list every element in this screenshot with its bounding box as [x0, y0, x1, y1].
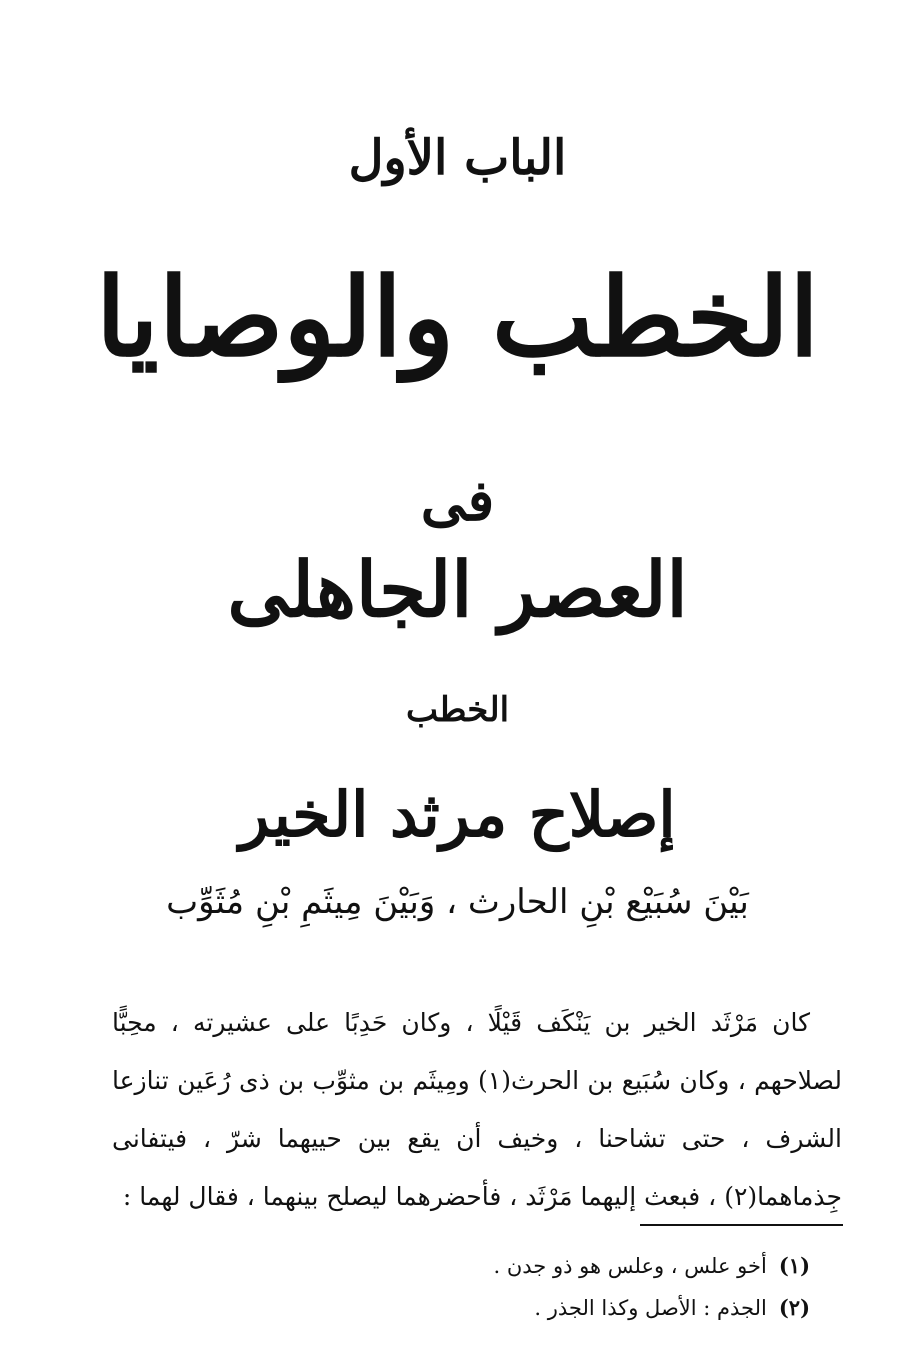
footnote-number: (٢): [778, 1295, 810, 1320]
footnote-number: (١): [778, 1253, 810, 1278]
footnote-divider: [640, 1224, 843, 1226]
footnote-1: [300, 1245, 810, 1287]
era-title: العصر الجاهلى: [227, 545, 688, 634]
main-title: الخطب والوصايا: [95, 255, 820, 381]
chapter-heading: الباب الأول: [348, 130, 567, 186]
footnote-2: [300, 1287, 810, 1329]
footnote-text: الجذم : الأصل وكذا الجذر .: [534, 1296, 767, 1320]
body-text: [112, 994, 842, 1226]
footnote-text: أخو علس ، وعلس هو ذو جدن .: [493, 1254, 767, 1278]
title-connector: فى: [420, 468, 495, 534]
speech-subtitle: بَيْنَ سُبَيْع بْنِ الحارث ، وَبَيْنَ مِيثَمِ بْنِ مُثَوِّب: [166, 882, 749, 922]
speech-title: إصلاح مرثد الخير: [239, 778, 676, 851]
body-paragraph: كان مَرْثَد الخير بن يَنْكَف قَيْلًا ، وكان حَدِبًا على عشيرته ، محِبًّا لصلاحهم ، وكان سُبَيع بن الحرث(١) ومِيثَم بن مثوِّب بن ذى رُعَين تنازعا الشرف ، حتى تشاحنا ، وخيف أن يقع بين حييهما شرّ ، فيتفانى جِذماهما(٢) ، فبعث إليهما مَرْثَد ، فأحضرهما ليصلح بينهما ، فقال لهما :: [112, 1008, 842, 1211]
section-heading: الخطب: [405, 690, 510, 730]
footnotes: [300, 1245, 810, 1329]
